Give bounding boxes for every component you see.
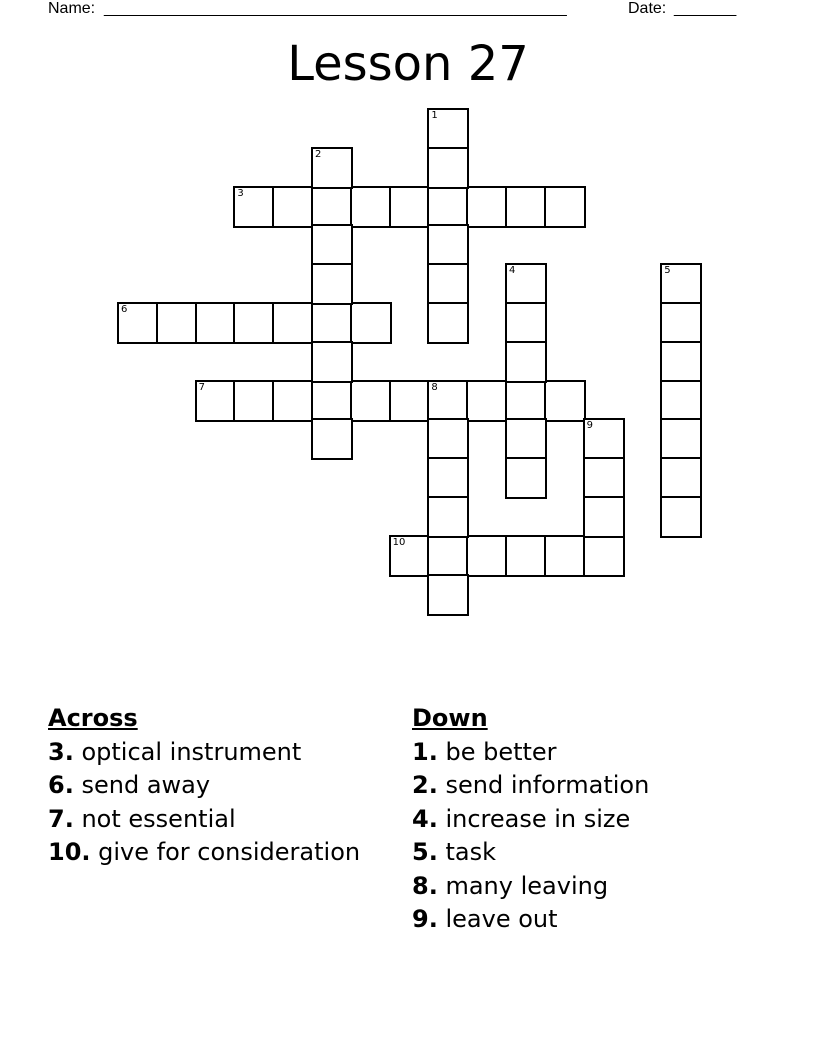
- name-line: ____________________________________________________: [104, 0, 567, 17]
- grid-cell[interactable]: [660, 302, 702, 344]
- grid-cell[interactable]: [311, 186, 353, 228]
- clue-text: send away: [81, 771, 211, 799]
- grid-cell[interactable]: [272, 302, 314, 344]
- grid-cell[interactable]: [427, 496, 469, 538]
- grid-cell[interactable]: [350, 186, 392, 228]
- clue-number-label: 6: [121, 304, 128, 315]
- down-heading: Down: [412, 704, 488, 732]
- grid-cell[interactable]: [272, 380, 314, 422]
- grid-cell[interactable]: [233, 380, 275, 422]
- grid-cell[interactable]: [427, 108, 469, 150]
- grid-cell[interactable]: [311, 302, 353, 344]
- grid-cell[interactable]: [505, 418, 547, 460]
- clue-number-label: 5: [664, 265, 671, 277]
- grid-cell[interactable]: [660, 263, 702, 305]
- grid-cell[interactable]: [660, 341, 702, 383]
- clue-text: not essential: [81, 804, 236, 833]
- name-label: Name:: [48, 0, 96, 17]
- grid-cell[interactable]: [505, 380, 547, 422]
- clue-down-9: [412, 903, 792, 937]
- down-clues: [412, 702, 792, 937]
- across-clues: [48, 702, 398, 870]
- grid-cell[interactable]: [505, 186, 547, 228]
- clue-number-label: 9: [586, 420, 593, 432]
- clue-across-10: [48, 836, 398, 870]
- grid-cell[interactable]: [427, 380, 469, 422]
- clue-number: 2.: [412, 771, 438, 799]
- clue-number-label: 1: [431, 110, 438, 121]
- grid-cell[interactable]: [233, 186, 275, 228]
- grid-cell[interactable]: [583, 496, 625, 538]
- grid-cell[interactable]: [311, 224, 353, 266]
- clue-number: 3.: [48, 737, 74, 766]
- grid-cell[interactable]: [311, 341, 353, 383]
- clue-number-label: 4: [509, 265, 516, 277]
- grid-cell[interactable]: [156, 302, 198, 344]
- across-heading: Across: [48, 704, 138, 732]
- grid-cell[interactable]: [660, 496, 702, 538]
- grid-cell[interactable]: [660, 457, 702, 499]
- clue-across-7: [48, 803, 398, 837]
- grid-cell[interactable]: [427, 535, 469, 577]
- grid-cell[interactable]: [195, 302, 237, 344]
- grid-cell[interactable]: [389, 186, 431, 228]
- grid-cell[interactable]: [117, 302, 159, 344]
- grid-cell[interactable]: [583, 535, 625, 577]
- grid-cell[interactable]: [660, 418, 702, 460]
- clue-across-6: [48, 769, 398, 803]
- grid-cell[interactable]: [466, 380, 508, 422]
- date-label: Date:: [628, 0, 667, 17]
- clue-number: 7.: [48, 804, 74, 833]
- grid-cell[interactable]: [660, 380, 702, 422]
- grid-cell[interactable]: [544, 535, 586, 577]
- clue-down-5: [412, 836, 792, 870]
- clue-number: 6.: [48, 771, 74, 799]
- date-line: _______: [674, 0, 737, 17]
- grid-cell[interactable]: [311, 147, 353, 189]
- grid-cell[interactable]: [427, 574, 469, 616]
- grid-cell[interactable]: [427, 418, 469, 460]
- grid-cell[interactable]: [427, 186, 469, 228]
- grid-cell[interactable]: [311, 263, 353, 305]
- grid-cell[interactable]: [427, 457, 469, 499]
- clue-number: 1.: [412, 737, 438, 766]
- grid-cell[interactable]: [311, 418, 353, 460]
- grid-cell[interactable]: [350, 302, 392, 344]
- clue-text: give for consideration: [98, 838, 361, 866]
- clue-number-label: 3: [237, 187, 244, 199]
- grid-cell[interactable]: [427, 263, 469, 305]
- grid-cell[interactable]: [505, 302, 547, 344]
- grid-cell[interactable]: [466, 186, 508, 228]
- grid-cell[interactable]: [583, 418, 625, 460]
- clue-number: 5.: [412, 838, 438, 866]
- clue-number: 4.: [412, 804, 438, 833]
- clue-number-label: 2: [315, 148, 322, 160]
- clue-number-label: 8: [431, 381, 438, 393]
- clue-text: increase in size: [445, 804, 631, 833]
- grid-cell[interactable]: [505, 457, 547, 499]
- clue-down-8: [412, 870, 792, 904]
- clue-text: optical instrument: [81, 737, 302, 766]
- clue-across-3: [48, 736, 398, 770]
- grid-cell[interactable]: [505, 341, 547, 383]
- clue-text: task: [445, 838, 496, 866]
- clue-text: be better: [445, 737, 557, 766]
- grid-cell[interactable]: [427, 224, 469, 266]
- grid-cell[interactable]: [544, 186, 586, 228]
- grid-cell[interactable]: [311, 380, 353, 422]
- grid-cell[interactable]: [233, 302, 275, 344]
- grid-cell[interactable]: [466, 535, 508, 577]
- clue-down-2: [412, 769, 792, 803]
- clue-text: leave out: [445, 905, 558, 933]
- clue-number-label: 7: [198, 381, 205, 393]
- grid-cell[interactable]: [427, 147, 469, 189]
- page-title: Lesson 27: [287, 36, 529, 92]
- clue-down-4: [412, 803, 792, 837]
- grid-cell[interactable]: [389, 380, 431, 422]
- grid-cell[interactable]: [583, 457, 625, 499]
- grid-cell[interactable]: [427, 302, 469, 344]
- clue-text: send information: [445, 771, 650, 799]
- grid-cell[interactable]: [505, 535, 547, 577]
- clue-number: 8.: [412, 871, 438, 900]
- grid-cell[interactable]: [544, 380, 586, 422]
- clue-number: 10.: [48, 838, 91, 866]
- clue-number: 9.: [412, 905, 438, 933]
- clue-text: many leaving: [445, 871, 609, 900]
- grid-cell[interactable]: [505, 263, 547, 305]
- grid-cell[interactable]: [389, 535, 431, 577]
- grid-cell[interactable]: [350, 380, 392, 422]
- clue-down-1: [412, 736, 792, 770]
- clue-number-label: 10: [392, 536, 406, 548]
- grid-cell[interactable]: [195, 380, 237, 422]
- grid-cell[interactable]: [272, 186, 314, 228]
